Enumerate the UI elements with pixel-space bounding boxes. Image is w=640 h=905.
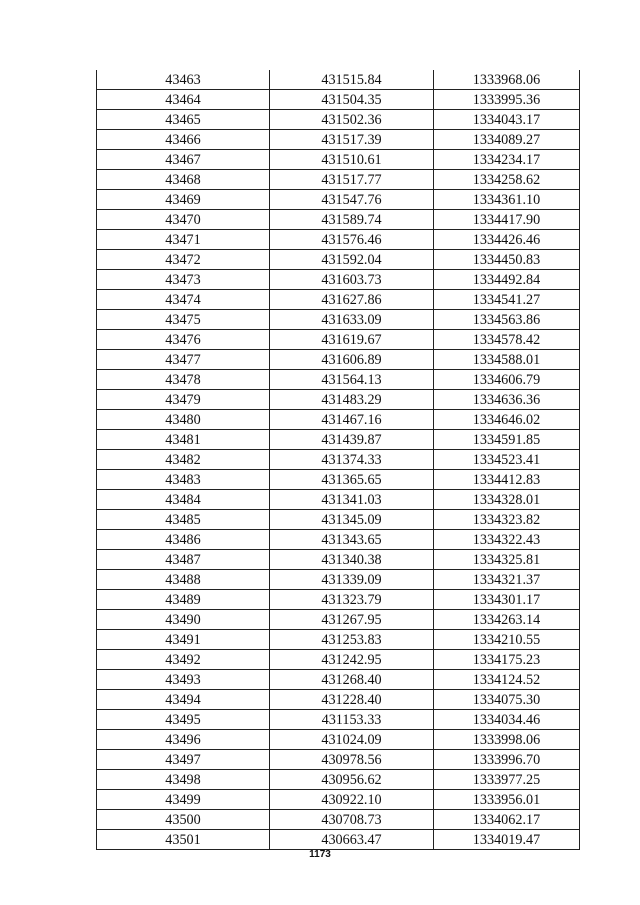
x-coordinate-cell: 431603.73 [270, 270, 434, 290]
y-coordinate-cell: 1334578.42 [434, 330, 580, 350]
x-coordinate-cell: 431619.67 [270, 330, 434, 350]
x-coordinate-cell: 431242.95 [270, 650, 434, 670]
x-coordinate-cell: 431228.40 [270, 690, 434, 710]
x-coordinate-cell: 431504.35 [270, 90, 434, 110]
table-row [97, 390, 580, 410]
x-coordinate-cell: 431365.65 [270, 470, 434, 490]
table-row [97, 790, 580, 810]
table-row [97, 830, 580, 850]
point-id-cell: 43464 [97, 90, 270, 110]
x-coordinate-cell: 431341.03 [270, 490, 434, 510]
y-coordinate-cell: 1334646.02 [434, 410, 580, 430]
point-id-cell: 43471 [97, 230, 270, 250]
point-id-cell: 43472 [97, 250, 270, 270]
table-row [97, 730, 580, 750]
table-row [97, 450, 580, 470]
y-coordinate-cell: 1334043.17 [434, 110, 580, 130]
y-coordinate-cell: 1334210.55 [434, 630, 580, 650]
x-coordinate-cell: 431268.40 [270, 670, 434, 690]
y-coordinate-cell: 1334563.86 [434, 310, 580, 330]
x-coordinate-cell: 431627.86 [270, 290, 434, 310]
table-row [97, 550, 580, 570]
point-id-cell: 43475 [97, 310, 270, 330]
x-coordinate-cell: 431467.16 [270, 410, 434, 430]
point-id-cell: 43476 [97, 330, 270, 350]
point-id-cell: 43486 [97, 530, 270, 550]
table-row [97, 610, 580, 630]
point-id-cell: 43484 [97, 490, 270, 510]
point-id-cell: 43483 [97, 470, 270, 490]
page-number: 1173 [309, 849, 331, 860]
x-coordinate-cell: 431515.84 [270, 70, 434, 90]
y-coordinate-cell: 1334412.83 [434, 470, 580, 490]
y-coordinate-cell: 1334606.79 [434, 370, 580, 390]
x-coordinate-cell: 431564.13 [270, 370, 434, 390]
x-coordinate-cell: 431345.09 [270, 510, 434, 530]
x-coordinate-cell: 431510.61 [270, 150, 434, 170]
point-id-cell: 43477 [97, 350, 270, 370]
point-id-cell: 43465 [97, 110, 270, 130]
table-row [97, 130, 580, 150]
y-coordinate-cell: 1333968.06 [434, 70, 580, 90]
table-row [97, 350, 580, 370]
point-id-cell: 43496 [97, 730, 270, 750]
y-coordinate-cell: 1334258.62 [434, 170, 580, 190]
y-coordinate-cell: 1334636.36 [434, 390, 580, 410]
point-id-cell: 43468 [97, 170, 270, 190]
point-id-cell: 43474 [97, 290, 270, 310]
table-row [97, 190, 580, 210]
table-row [97, 650, 580, 670]
table-row [97, 110, 580, 130]
table-row [97, 750, 580, 770]
table-row [97, 150, 580, 170]
table-row [97, 470, 580, 490]
y-coordinate-cell: 1334322.43 [434, 530, 580, 550]
table-row [97, 490, 580, 510]
y-coordinate-cell: 1334019.47 [434, 830, 580, 850]
point-id-cell: 43478 [97, 370, 270, 390]
y-coordinate-cell: 1333995.36 [434, 90, 580, 110]
point-id-cell: 43492 [97, 650, 270, 670]
y-coordinate-cell: 1334328.01 [434, 490, 580, 510]
x-coordinate-cell: 431589.74 [270, 210, 434, 230]
point-id-cell: 43497 [97, 750, 270, 770]
y-coordinate-cell: 1334591.85 [434, 430, 580, 450]
point-id-cell: 43469 [97, 190, 270, 210]
y-coordinate-cell: 1334089.27 [434, 130, 580, 150]
y-coordinate-cell: 1334175.23 [434, 650, 580, 670]
table-row [97, 430, 580, 450]
table-row [97, 70, 580, 90]
point-id-cell: 43479 [97, 390, 270, 410]
point-id-cell: 43495 [97, 710, 270, 730]
x-coordinate-cell: 431633.09 [270, 310, 434, 330]
y-coordinate-cell: 1334426.46 [434, 230, 580, 250]
y-coordinate-cell: 1333996.70 [434, 750, 580, 770]
x-coordinate-cell: 430663.47 [270, 830, 434, 850]
x-coordinate-cell: 431606.89 [270, 350, 434, 370]
y-coordinate-cell: 1334034.46 [434, 710, 580, 730]
y-coordinate-cell: 1334323.82 [434, 510, 580, 530]
point-id-cell: 43489 [97, 590, 270, 610]
x-coordinate-cell: 431253.83 [270, 630, 434, 650]
y-coordinate-cell: 1334417.90 [434, 210, 580, 230]
x-coordinate-cell: 431267.95 [270, 610, 434, 630]
point-id-cell: 43473 [97, 270, 270, 290]
y-coordinate-cell: 1334321.37 [434, 570, 580, 590]
table-row [97, 690, 580, 710]
table-row [97, 290, 580, 310]
point-id-cell: 43501 [97, 830, 270, 850]
table-row [97, 510, 580, 530]
table-row [97, 210, 580, 230]
point-id-cell: 43499 [97, 790, 270, 810]
x-coordinate-cell: 431576.46 [270, 230, 434, 250]
point-id-cell: 43482 [97, 450, 270, 470]
x-coordinate-cell: 431502.36 [270, 110, 434, 130]
table-row [97, 370, 580, 390]
coordinate-table [96, 70, 580, 850]
x-coordinate-cell: 431323.79 [270, 590, 434, 610]
x-coordinate-cell: 431547.76 [270, 190, 434, 210]
table-row [97, 710, 580, 730]
x-coordinate-cell: 431483.29 [270, 390, 434, 410]
point-id-cell: 43466 [97, 130, 270, 150]
point-id-cell: 43480 [97, 410, 270, 430]
table-row [97, 170, 580, 190]
y-coordinate-cell: 1334325.81 [434, 550, 580, 570]
table-row [97, 410, 580, 430]
x-coordinate-cell: 431024.09 [270, 730, 434, 750]
table-row [97, 570, 580, 590]
table-row [97, 630, 580, 650]
table-row [97, 330, 580, 350]
coordinate-table-body [97, 70, 580, 850]
y-coordinate-cell: 1333998.06 [434, 730, 580, 750]
x-coordinate-cell: 431592.04 [270, 250, 434, 270]
y-coordinate-cell: 1334062.17 [434, 810, 580, 830]
table-row [97, 770, 580, 790]
y-coordinate-cell: 1334075.30 [434, 690, 580, 710]
x-coordinate-cell: 430978.56 [270, 750, 434, 770]
x-coordinate-cell: 430708.73 [270, 810, 434, 830]
point-id-cell: 43494 [97, 690, 270, 710]
table-row [97, 250, 580, 270]
point-id-cell: 43481 [97, 430, 270, 450]
y-coordinate-cell: 1334361.10 [434, 190, 580, 210]
y-coordinate-cell: 1334301.17 [434, 590, 580, 610]
y-coordinate-cell: 1333977.25 [434, 770, 580, 790]
y-coordinate-cell: 1333956.01 [434, 790, 580, 810]
point-id-cell: 43487 [97, 550, 270, 570]
x-coordinate-cell: 431339.09 [270, 570, 434, 590]
point-id-cell: 43493 [97, 670, 270, 690]
y-coordinate-cell: 1334523.41 [434, 450, 580, 470]
point-id-cell: 43500 [97, 810, 270, 830]
y-coordinate-cell: 1334492.84 [434, 270, 580, 290]
x-coordinate-cell: 430956.62 [270, 770, 434, 790]
point-id-cell: 43488 [97, 570, 270, 590]
x-coordinate-cell: 431517.77 [270, 170, 434, 190]
x-coordinate-cell: 431343.65 [270, 530, 434, 550]
x-coordinate-cell: 431439.87 [270, 430, 434, 450]
x-coordinate-cell: 431374.33 [270, 450, 434, 470]
point-id-cell: 43463 [97, 70, 270, 90]
x-coordinate-cell: 431517.39 [270, 130, 434, 150]
x-coordinate-cell: 431340.38 [270, 550, 434, 570]
table-row [97, 670, 580, 690]
y-coordinate-cell: 1334263.14 [434, 610, 580, 630]
y-coordinate-cell: 1334450.83 [434, 250, 580, 270]
y-coordinate-cell: 1334234.17 [434, 150, 580, 170]
y-coordinate-cell: 1334588.01 [434, 350, 580, 370]
y-coordinate-cell: 1334541.27 [434, 290, 580, 310]
table-row [97, 310, 580, 330]
point-id-cell: 43470 [97, 210, 270, 230]
table-row [97, 90, 580, 110]
table-row [97, 590, 580, 610]
point-id-cell: 43498 [97, 770, 270, 790]
x-coordinate-cell: 431153.33 [270, 710, 434, 730]
table-row [97, 270, 580, 290]
x-coordinate-cell: 430922.10 [270, 790, 434, 810]
table-row [97, 530, 580, 550]
point-id-cell: 43491 [97, 630, 270, 650]
table-row [97, 810, 580, 830]
point-id-cell: 43485 [97, 510, 270, 530]
point-id-cell: 43467 [97, 150, 270, 170]
y-coordinate-cell: 1334124.52 [434, 670, 580, 690]
table-row [97, 230, 580, 250]
point-id-cell: 43490 [97, 610, 270, 630]
